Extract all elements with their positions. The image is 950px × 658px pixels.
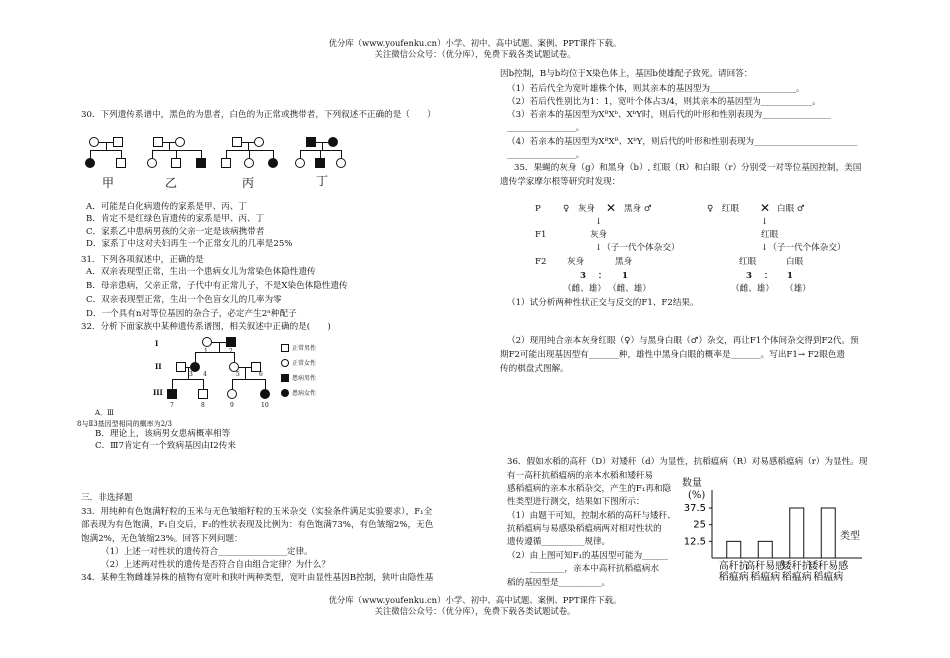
chart-xlabel: 类型 [840,531,860,542]
ratio-colon: ： [764,271,773,281]
q35-sub1: （1）试分析两种性状正交与反交的F1、F2结果。 [507,298,699,308]
generation-label-i: I [155,339,159,348]
chart-ylabel-unit: (%) [688,490,706,501]
cross-male: 黑身 ♂ [624,204,652,214]
q33-sub2: （2）上述两对性状的遗传是否符合自由组合定律？为什么？ [101,560,330,570]
q32-option-a: A．Ⅲ [95,409,114,417]
chart-svg [676,476,876,586]
q35-sub2-cont: 期F2可能出现基因型有_______种，雄性中黑身白眼的概率是_______。写出F1→ F2眼色遗 [500,350,846,360]
pedigree-male [221,158,231,168]
q34-sub4: （4）若亲本的基因型为XᴮXᴮ、XᵇY，则后代的叶形和性别表现为________________________ [507,137,858,147]
pedigree-male [153,137,163,147]
legend-normal-male: 正常男性 [292,345,317,352]
cross-sex-label: （雌、雄） [563,284,606,294]
legend-affected-male: 患病男性 [292,375,317,382]
cross-x-icon: ✕ [760,201,771,215]
pedigree-female [244,158,254,168]
cross-f1-value: 红眼 [761,230,779,240]
cross-note: ↓（子一代个体杂交） [595,243,680,253]
q36-stem: 36．假如水稻的高秆（D）对矮秆（d）为显性，抗稻瘟病（R）对易感稻瘟病（r）为显性。现 [507,457,868,467]
pedigree-affected-female [85,158,95,168]
pedigree-affected-male [196,158,206,168]
q33-line: 部表现为有色饱满，F₁自交后，F₂的性状表现及比例为：有色饱满73%，有色皱缩2%，无色 [81,520,434,530]
pedigree-label-ding: 丁 [316,174,329,188]
chart-y-tick-label: 12.5 [683,536,706,548]
legend-normal-female-icon [281,359,289,367]
pedigree-affected-female [328,137,338,147]
q32-stem: 32．分析下面家族中某种遗传系谱图，相关叙述中正确的是( ) [81,322,331,332]
cross-f2-b: 黑身 [615,257,633,267]
cross-sex-label: （雄） [785,284,811,294]
pedigree-male [198,389,208,399]
q36-line: 抗稻瘟病与易感染稻瘟病两对相对性状的 [507,524,662,534]
chart-ylabel: 数量 [682,478,702,489]
page-header-line1: 优分库（www.youfenku.cn）小学、初中、高中试题、案例、PPT课件下载。 [328,38,622,48]
pedigree-number: 10 [261,402,269,409]
q35-sub2: （2）现用纯合亲本灰身红眼（♀）与黑身白眼（♂）杂交，再让F1个体间杂交得到F2代。预 [507,336,859,346]
generation-label-ii: II [155,362,162,371]
cross-f2-a: 灰身 [567,257,585,267]
ratio-value: 1 [787,271,793,281]
q30-option-d: D．家系丁中这对夫妇再生一个正常女儿的几率是25% [86,239,293,249]
pedigree-number: 9 [230,402,234,409]
q33-sub1: （1）上述一对性状的遗传符合________________定律。 [101,547,313,557]
pedigree-female [336,158,346,168]
pedigree-label-jia: 甲 [102,176,115,190]
chart-category-label: 矮秆抗稻瘟病 [781,561,812,583]
q35-stem-cont: 遗传学家摩尔根等研究时发现： [500,177,621,187]
generation-label-iii: III [153,388,163,397]
arrow-down-icon: ↓ [595,217,603,227]
pedigree-number: 7 [170,402,174,409]
q30-option-c: C．家系乙中患病男孩的父亲一定是该病携带者 [86,227,265,237]
q35-stem: 35．果蝇的灰身（g）和黑身（b）, 红眼（R）和白眼（r）分别受一对等位基因控制，美国 [514,163,862,173]
cross-x-icon: ✕ [606,201,617,215]
q36-line: 有一高秆抗稻瘟病的亲本水稻和矮秆易 [507,471,654,481]
cross-f1-value: 灰身 [590,230,608,240]
pedigree-affected-female [260,389,270,399]
chart-bar [758,541,772,558]
q34-sub3: （3）若亲本的基因型为XᴮXᵇ、XᵇY时，则后代的叶形和性别表现为________________ [507,110,831,120]
arrow-down-icon: ↓ [761,217,769,227]
cross-f2-a: 红眼 [739,257,757,267]
q30-option-a: A．可能是白化病遗传的家系是甲、丙、丁 [86,202,247,212]
chart-category-label: 高秆易感稻瘟病 [745,561,786,583]
chart-bar [821,508,835,558]
pedigree-number: 8 [201,402,205,409]
q31-stem: 31．下列各项叙述中，正确的是 [81,255,204,265]
page-footer-line1: 优分库（www.youfenku.cn）小学、初中、高中试题、案例、PPT课件下载。 [328,595,622,605]
page-footer-line2: 关注微信公众号：（优分库），免费下载各类试题试卷。 [374,606,576,616]
pedigree-affected-female [268,158,278,168]
q31-option-b: B．母亲患病，父亲正常，子代中有正常儿子，不是X染色体隐性遗传 [86,281,348,291]
q36-line: 稻的基因型是__________。 [507,578,611,588]
q30-stem: 30．下列遗传系谱中，黑色的为患者，白色的为正常或携带者，下列叙述不正确的是（ ） [81,110,436,120]
q33-line: 33．用纯种有色饱满籽粒的玉米与无色皱缩籽粒的玉米杂交（实验条件满足实验要求），F₁全 [81,507,433,517]
legend-affected-male-icon [281,374,289,382]
q33-line: 饱满2%，无色皱缩23%。回答下列问题： [81,534,243,544]
legend-normal-male-icon [281,344,289,352]
pedigree-affected-male [315,158,325,168]
pedigree-female [175,137,185,147]
cross-male: 白眼 ♂ [777,204,805,214]
cross-sex-label: （雌、雄） [608,284,651,294]
cross-sex-label: （雌、雄） [731,284,774,294]
cross-f1-label: F1 [535,230,547,240]
q36-line: 遗传遵循__________规律。 [507,537,611,547]
cross-f2-label: F2 [535,257,547,267]
pedigree-female [147,158,157,168]
q34-sub4-cont: ________________。 [507,150,585,160]
page-header-line2: 关注微信公众号：（优分库），免费下载各类试题试卷。 [374,49,576,59]
legend-affected-female: 患病女性 [292,390,317,397]
q36-line: 性类型进行测交，结果如下图所示： [507,497,645,507]
q32-option-b: B．理论上，该病男女患病概率相等 [95,429,231,439]
q32-option-a-cont: 8与Ⅱ3基因型相同的概率为2/3 [77,420,172,428]
pedigree-male [171,158,181,168]
ratio-value: 1 [622,271,628,281]
q31-option-d: D．一个具有n对等位基因的杂合子，必定产生2ⁿ种配子 [86,309,297,319]
pedigree-number: 6 [259,371,263,378]
pedigree-female [227,389,237,399]
cross-p-label: P [535,204,541,214]
cross-female: ♀ 红眼 [707,204,740,214]
q31-option-a: A．双亲表现型正常，生出一个患病女儿为常染色体隐性遗传 [86,267,316,277]
testcross-bar-chart [676,476,876,586]
pedigree-number: 4 [203,371,207,378]
pedigree-affected-male [167,389,177,399]
q35-sub2-cont: 传的棋盘式图解。 [500,364,569,374]
q34-sub3-cont: ________________。 [507,123,585,133]
chart-bar [790,508,804,558]
chart-y-tick-label: 37.5 [683,503,706,514]
chart-y-tick-label: 25 [693,519,706,531]
ratio-colon: ： [598,271,607,281]
cross-note: ↓（子一代个体杂交） [761,243,846,253]
chart-category-label: 矮秆易感稻瘟病 [808,561,849,583]
ratio-value: 3 [746,271,752,281]
pedigree-male [232,137,242,147]
q32-option-c: C．Ⅲ7肯定有一个致病基因由Ⅰ2传来 [95,441,236,451]
q34-sub1: （1）若后代全为宽叶雄株个体，则其亲本的基因型为____________________。 [507,84,805,94]
section-heading: 三．非选择题 [81,493,133,503]
cross-female: ♀ 灰身 [563,204,596,214]
ratio-value: 3 [580,271,586,281]
q30-option-b: B．肯定不是红绿色盲遗传的家系是甲、丙、丁 [86,214,265,224]
pedigree-female [254,137,264,147]
pedigree-male [116,158,126,168]
pedigree-affected-male [306,137,316,147]
q36-line: （1）由题干可知，控制水稻的高秆与矮秆、 [507,511,676,521]
pedigree-male [176,362,186,372]
legend-affected-female-icon [281,389,289,397]
pedigree-label-bing: 丙 [242,176,255,190]
pedigree-label-yi: 乙 [165,176,178,190]
pedigree-female [202,337,212,347]
q34-sub2: （2）若后代性别比为1：1，宽叶个体占3/4，则其亲本的基因型为____________。 [507,97,821,107]
pedigree-number: 3 [189,371,193,378]
pedigree-number: 5 [236,371,240,378]
pedigree-female [295,158,305,168]
q36-line: ________，亲本中高秆抗稻瘟病水 [530,564,659,574]
pedigree-male [113,137,123,147]
legend-normal-female: 正常女性 [292,360,317,367]
q36-line: （2）由上图可知F₁的基因型可能为______ [507,551,668,561]
q34-start: 34．某种生物雌雄异株的植物有宽叶和狭叶两种类型，宽叶由显性基因B控制，狭叶由隐性基 [81,573,434,583]
pedigree-affected-male [226,337,236,347]
cross-f2-b: 白眼 [786,257,804,267]
chart-category-label: 高秆抗稻瘟病 [718,561,749,583]
q34-line: 因b控制，B与b均位于X染色体上，基因b使雄配子致死。请回答： [500,69,753,79]
q36-line: 感稻瘟病的亲本水稻杂交，产生的F₁再和隐 [507,484,672,494]
q31-option-c: C．双亲表现型正常，生出一个色盲女儿的几率为零 [86,295,282,305]
pedigree-female [89,137,99,147]
chart-bar [727,541,741,558]
